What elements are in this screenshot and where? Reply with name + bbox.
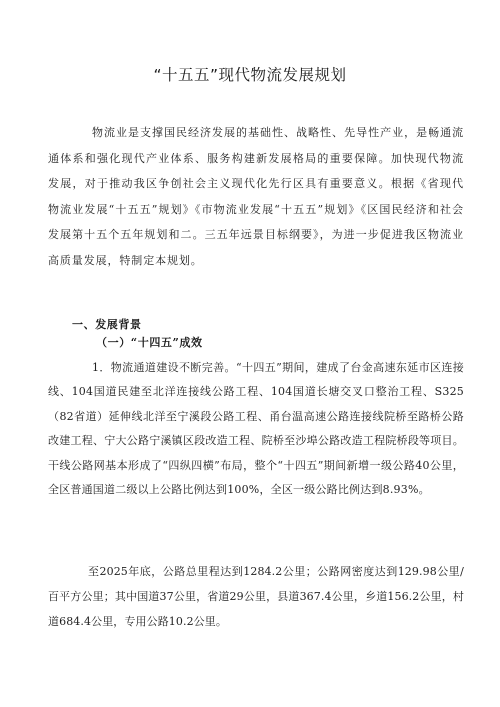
intro-paragraph: 物流业是支撑国民经济发展的基础性、战略性、先导性产业，是畅通流通体系和强化现代产业体系、服务构建新发展格局的重要保障。加快现代物流发展，对于推动我区争创社会主义现代化先行区具有重要意义。根据《省现代物流业发展“十五五”规划》《市物流业发展“十五五”规划》《区国民经济和社会发展第十五个五年规划和二。三五年远景目标纲要》，为进一步促进我区物流业高质量发展，特制定本规划。 xyxy=(48,126,464,267)
paragraph-road-mileage: 至2025年底，公路总里程达到1284.2公里；公路网密度达到129.98公里/百平方公里；其中国道37公里，省道29公里，县道367.4公里，乡道156.2公里，村道684.4公里，专用公路10.2公里。 xyxy=(48,565,464,628)
document-title: “十五五”现代物流发展规划 xyxy=(153,66,347,84)
section-heading-development-background: 一、发展背景 xyxy=(72,318,142,331)
paragraph-logistics-channels: 1．物流通道建设不断完善。“十四五”期间，建成了台金高速东延市区连接线、104国道民建至北洋连接线公路工程、104国道长塘交叉口整治工程、S325（82省道）延伸线北洋至宁溪段公路工程、甬台温高速公路连接线院桥至路桥公路改建工程、宁大公路宁溪镇区段改造工程、院桥至沙埠公路改造工程院桥段等项目。干线公路网基本形成了“四纵四横”布局，整个“十四五”期间新增一级公路40公里，全区普通国道二级以上公路比例达到100%，全区一级公路比例达到8.93%。 xyxy=(48,361,464,497)
subsection-heading-achievements: （一）“十四五”成效 xyxy=(96,336,203,349)
